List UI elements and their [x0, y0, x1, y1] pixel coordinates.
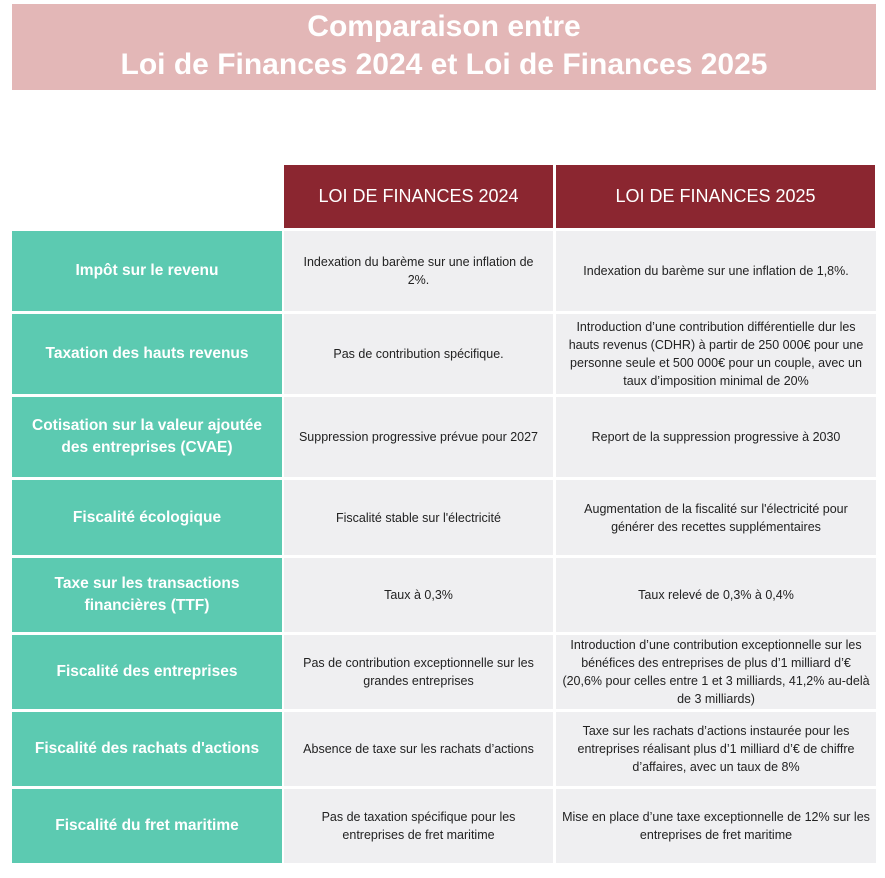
- value-2025: Augmentation de la fiscalité sur l'électricité pour générer des recettes supplémentaires: [556, 480, 876, 555]
- table-row: [12, 314, 876, 394]
- table-row: [12, 635, 876, 709]
- table-row: [12, 712, 876, 786]
- value-2024: Pas de contribution spécifique.: [284, 314, 553, 394]
- value-2024: Pas de contribution exceptionnelle sur les grandes entreprises: [284, 635, 553, 709]
- value-2025: Report de la suppression progressive à 2030: [556, 397, 876, 477]
- row-label: Fiscalité écologique: [12, 480, 282, 555]
- table-row: [12, 397, 876, 477]
- value-2024: Taux à 0,3%: [284, 558, 553, 632]
- title-line-2: Loi de Finances 2024 et Loi de Finances 2025: [120, 48, 768, 81]
- value-2025: Taxe sur les rachats d’actions instaurée pour les entreprises réalisant plus d’1 milliard d’€ de chiffre d’affaires, avec un taux de 8%: [556, 712, 876, 786]
- row-label: Taxe sur les transactions financières (TTF): [12, 558, 282, 632]
- value-2024: Indexation du barème sur une inflation de 2%.: [284, 231, 553, 311]
- column-header-2025: LOI DE FINANCES 2025: [556, 165, 875, 228]
- value-2024: Fiscalité stable sur l'électricité: [284, 480, 553, 555]
- column-header-2024: LOI DE FINANCES 2024: [284, 165, 553, 228]
- row-label: Fiscalité des entreprises: [12, 635, 282, 709]
- table-row: [12, 789, 876, 863]
- title-line-1: Comparaison entre: [307, 10, 581, 43]
- value-2025: Introduction d’une contribution exceptionnelle sur les bénéfices des entreprises de plus d’1 milliard d’€ (20,6% pour celles entre 1 et 3 milliards, 41,2% au-delà de 3 milliards): [556, 635, 876, 709]
- row-label: Taxation des hauts revenus: [12, 314, 282, 394]
- row-label: Cotisation sur la valeur ajoutée des entreprises (CVAE): [12, 397, 282, 477]
- table-row: [12, 558, 876, 632]
- row-label: Fiscalité des rachats d'actions: [12, 712, 282, 786]
- value-2025: Indexation du barème sur une inflation de 1,8%.: [556, 231, 876, 311]
- value-2024: Pas de taxation spécifique pour les entreprises de fret maritime: [284, 789, 553, 863]
- value-2025: Mise en place d’une taxe exceptionnelle de 12% sur les entreprises de fret maritime: [556, 789, 876, 863]
- table-row: [12, 231, 876, 311]
- value-2025: Taux relevé de 0,3% à 0,4%: [556, 558, 876, 632]
- table-row: [12, 480, 876, 555]
- title-banner: [12, 4, 876, 90]
- row-label: Fiscalité du fret maritime: [12, 789, 282, 863]
- row-label: Impôt sur le revenu: [12, 231, 282, 311]
- value-2024: Absence de taxe sur les rachats d’actions: [284, 712, 553, 786]
- value-2024: Suppression progressive prévue pour 2027: [284, 397, 553, 477]
- value-2025: Introduction d’une contribution différentielle dur les hauts revenus (CDHR) à partir de 250 000€ pour une personne seule et 500 000€ pour un couple, avec un taux d’imposition minimal de 20%: [556, 314, 876, 394]
